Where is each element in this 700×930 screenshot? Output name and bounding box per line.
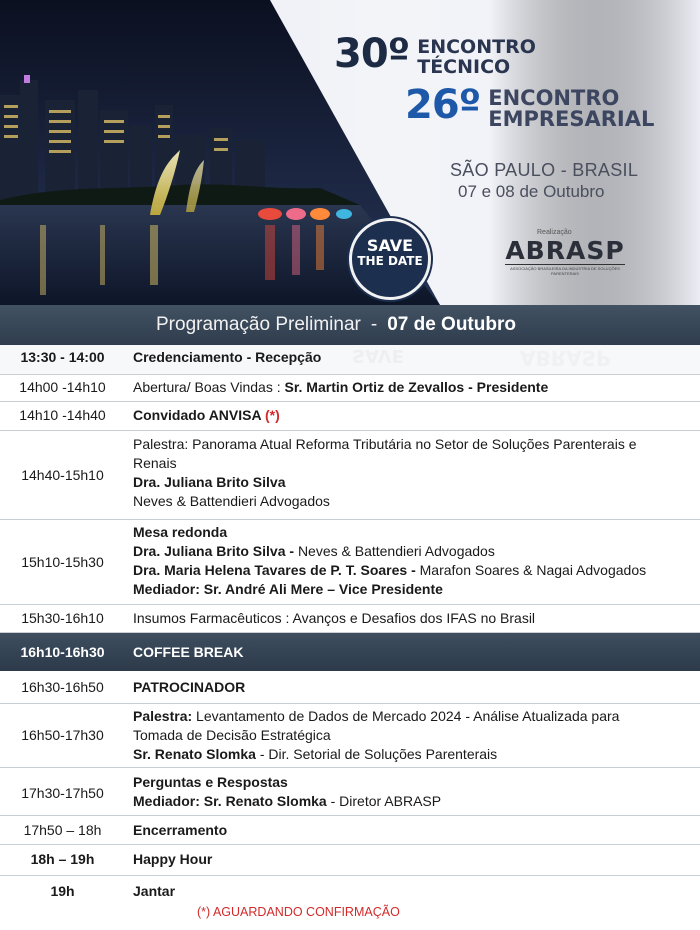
row-desc: Credenciamento - Recepção — [133, 349, 322, 365]
row-desc — [133, 707, 693, 764]
schedule-row — [0, 816, 700, 845]
edition-number-26: 26º — [405, 82, 481, 128]
schedule-row — [0, 671, 700, 704]
edition-number-30: 30º — [334, 31, 410, 77]
realizacao-label: Realização — [537, 229, 572, 236]
badge-the-date: THE DATE — [357, 254, 423, 268]
schedule-row — [0, 845, 700, 876]
section-title — [156, 314, 516, 336]
row-time: 19h — [50, 883, 75, 899]
speaker-org: Marafon Soares & Nagai Advogados — [419, 562, 647, 578]
row-time: 14h10 -14h40 — [19, 407, 106, 423]
schedule-row — [0, 345, 700, 375]
desc-line — [133, 745, 693, 764]
speaker-org: - Dir. Setorial de Soluções Parenterais — [255, 746, 498, 762]
desc-line: Renais — [133, 455, 177, 471]
row-time: 17h50 – 18h — [23, 822, 102, 838]
row-time: 15h10-15h30 — [21, 554, 104, 570]
row-time: 14h00 -14h10 — [19, 379, 106, 395]
desc-part: Levantamento de Dados de Mercado 2024 - Análise Atualizada para — [196, 708, 620, 724]
event-dates: 07 e 08 de Outubro — [458, 182, 605, 201]
speaker-name: Dra. Juliana Brito Silva — [133, 474, 286, 490]
abrasp-logo — [505, 238, 625, 276]
title-word-encontro: ENCONTRO — [417, 36, 536, 58]
title-technical — [417, 37, 536, 77]
logo-word: ABRASP — [505, 236, 625, 265]
title-line-30 — [334, 31, 536, 78]
badge-save: SAVE — [366, 236, 414, 255]
desc-line: Tomada de Decisão Estratégica — [133, 727, 331, 743]
schedule-row — [0, 704, 700, 768]
moderator-line: Mediador: Sr. André Ali Mere – Vice Presidente — [133, 581, 443, 597]
row-time: 13:30 - 14:00 — [20, 349, 105, 365]
speaker-org: Neves & Battendieri Advogados — [133, 493, 330, 509]
desc-line — [133, 542, 693, 561]
event-location: SÃO PAULO - BRASIL — [450, 160, 639, 180]
desc-part: Abertura/ Boas Vindas : — [133, 379, 285, 395]
row-desc: Insumos Farmacêuticos : Avanços e Desafios dos IFAS no Brasil — [133, 610, 536, 626]
speaker-org: Neves & Battendieri Advogados — [297, 543, 495, 559]
save-the-date-badge — [349, 218, 431, 300]
moderator-role: - Diretor ABRASP — [326, 793, 442, 809]
row-time: 16h10-16h30 — [20, 644, 105, 660]
row-desc — [133, 435, 693, 511]
row-desc: PATROCINADOR — [133, 679, 246, 695]
section-separator: - — [370, 314, 378, 335]
row-desc: COFFEE BREAK — [133, 644, 244, 660]
section-date: 07 de Outubro — [387, 314, 516, 335]
title-word-empresarial: EMPRESARIAL — [488, 107, 655, 131]
pending-marker: (*) — [264, 407, 280, 423]
desc-line — [133, 707, 693, 726]
desc-line: Palestra: Panorama Atual Reforma Tributária no Setor de Soluções Parenterais e — [133, 436, 637, 452]
moderator-name: Mediador: Sr. Renato Slomka — [133, 793, 327, 809]
title-word-encontro-2: ENCONTRO — [488, 86, 620, 110]
schedule-row — [0, 876, 700, 905]
schedule-row — [0, 431, 700, 520]
speaker-name: Sr. Martin Ortiz de Zevallos - Presidente — [284, 379, 549, 395]
row-desc — [133, 378, 693, 397]
desc-line: Perguntas e Respostas — [133, 774, 288, 790]
schedule-row — [0, 520, 700, 605]
row-desc: Encerramento — [133, 822, 228, 838]
row-desc — [133, 773, 693, 811]
speaker-name: Dra. Juliana Brito Silva - — [133, 543, 298, 559]
row-time: 16h30-16h50 — [21, 679, 104, 695]
schedule-row — [0, 768, 700, 816]
logo-subtitle: ASSOCIAÇÃO BRASILEIRA DA INDÚSTRIA DE SOLUÇÕES PARENTERAIS — [505, 264, 625, 276]
row-desc — [133, 523, 693, 599]
confirmation-footnote: (*) AGUARDANDO CONFIRMAÇÃO — [197, 905, 400, 919]
row-desc: Happy Hour — [133, 851, 213, 867]
row-time: 17h30-17h50 — [21, 785, 104, 801]
coffee-break-row — [0, 633, 700, 671]
program-section-header — [0, 305, 700, 345]
schedule-row — [0, 402, 700, 431]
desc-part: Convidado ANVISA — [133, 407, 265, 423]
speaker-name: Sr. Renato Slomka — [133, 746, 256, 762]
desc-line — [133, 561, 693, 580]
title-word-tecnico: TÉCNICO — [417, 56, 511, 78]
title-line-26 — [405, 82, 655, 131]
row-time: 14h40-15h10 — [21, 467, 104, 483]
schedule-row — [0, 605, 700, 633]
speaker-name: Dra. Maria Helena Tavares de P. T. Soares - — [133, 562, 420, 578]
desc-line — [133, 792, 693, 811]
schedule-row — [0, 375, 700, 402]
hero-banner — [0, 0, 700, 305]
desc-line: Mesa redonda — [133, 524, 228, 540]
row-desc — [133, 406, 693, 425]
row-time: 18h – 19h — [30, 851, 95, 867]
row-time: 16h50-17h30 — [21, 727, 104, 743]
section-title-text: Programação Preliminar — [156, 314, 361, 335]
title-business — [488, 88, 654, 130]
row-time: 15h30-16h10 — [21, 610, 104, 626]
row-desc: Jantar — [133, 883, 176, 899]
desc-label: Palestra: — [133, 708, 197, 724]
